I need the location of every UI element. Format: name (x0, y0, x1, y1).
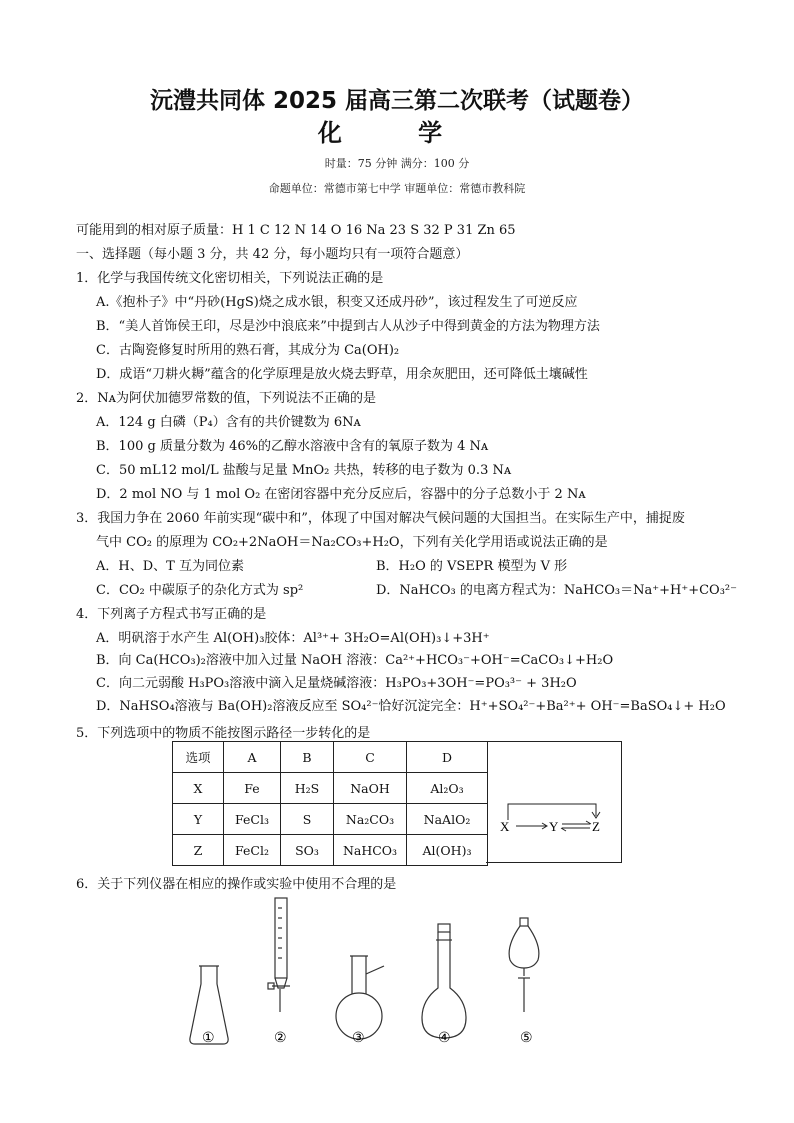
question-1-option-d: D．成语“刀耕火耨”蕴含的化学原理是放火烧去野草，用余灰肥田，还可降低土壤碱性 (96, 367, 588, 382)
question-4-stem: 4．下列离子方程式书写正确的是 (76, 607, 267, 622)
table-cell: Y (173, 804, 224, 835)
table-cell: Al(OH)₃ (407, 835, 488, 866)
table-header-cell: B (281, 742, 334, 773)
question-2-stem: 2．Nᴀ为阿伏加德罗常数的值，下列说法不正确的是 (76, 391, 376, 406)
question-5-stem: 5．下列选项中的物质不能按图示路径一步转化的是 (76, 726, 371, 741)
question-5-table (172, 741, 488, 866)
apparatus-label: ④ (438, 1030, 451, 1046)
table-header-cell: C (334, 742, 407, 773)
table-cell: H₂S (281, 773, 334, 804)
node-x: X (500, 819, 510, 834)
table-cell: NaAlO₂ (407, 804, 488, 835)
question-3-option-d: D．NaHCO₃ 的电离方程式为：NaHCO₃＝Na⁺+H⁺+CO₃²⁻ (376, 583, 737, 598)
table-cell: FeCl₂ (224, 835, 281, 866)
question-3-stem-line1: 3．我国力争在 2060 年前实现“碳中和”，体现了中国对解决气候问题的大国担当。在实际生产中，捕捉废 (76, 511, 685, 526)
section-heading: 一、选择题（每小题 3 分，共 42 分，每小题均只有一项符合题意） (76, 247, 469, 262)
question-4-option-c: C．向二元弱酸 H₃PO₃溶液中滴入足量烧碱溶液：H₃PO₃+3OH⁻=PO₃³⁻ + 3H₂O (96, 676, 577, 691)
table-cell: Al₂O₃ (407, 773, 488, 804)
question-4-option-d: D．NaHSO₄溶液与 Ba(OH)₂溶液反应至 SO₄²⁻恰好沉淀完全：H⁺+SO₄²⁻+Ba²⁺+ OH⁻=BaSO₄↓+ H₂O (96, 699, 726, 714)
table-cell: X (173, 773, 224, 804)
table-header-cell: A (224, 742, 281, 773)
x-to-z-arrow (508, 804, 596, 820)
conversion-arrows-diagram (486, 742, 621, 862)
org-info: 命题单位：常德市第七中学 审题单位：常德市教科院 (268, 182, 526, 195)
node-z: Z (592, 819, 600, 834)
apparatus-label: ③ (352, 1030, 365, 1046)
apparatus-label: ① (202, 1030, 215, 1046)
table-header-cell: D (407, 742, 488, 773)
table-cell: Na₂CO₃ (334, 804, 407, 835)
table-header-row (173, 742, 488, 773)
question-1-option-c: C．古陶瓷修复时所用的熟石膏，其成分为 Ca(OH)₂ (96, 343, 400, 358)
table-cell: S (281, 804, 334, 835)
question-2-option-d: D．2 mol NO 与 1 mol O₂ 在密闭容器中充分反应后，容器中的分子总数小于 2 Nᴀ (96, 487, 586, 502)
question-3-option-c: C．CO₂ 中碳原子的杂化方式为 sp² (96, 583, 304, 598)
table-cell: Z (173, 835, 224, 866)
table-row (173, 804, 488, 835)
table-row (173, 773, 488, 804)
table-cell: FeCl₃ (224, 804, 281, 835)
table-header-cell: 选项 (173, 742, 224, 773)
separatory-funnel-icon (509, 918, 539, 1012)
table-cell: SO₃ (281, 835, 334, 866)
question-3-option-a: A．H、D、T 互为同位素 (96, 559, 244, 574)
exam-title: 沅澧共同体 2025 届高三第二次联考（试题卷） (149, 88, 645, 114)
table-cell: NaOH (334, 773, 407, 804)
apparatus-label: ② (274, 1030, 287, 1046)
conversion-diagram-box (486, 741, 622, 863)
question-2-option-b: B．100 g 质量分数为 46%的乙醇水溶液中含有的氧原子数为 4 Nᴀ (96, 439, 489, 454)
question-4-option-b: B．向 Ca(HCO₃)₂溶液中加入过量 NaOH 溶液：Ca²⁺+HCO₃⁻+OH⁻=CaCO₃↓+H₂O (96, 653, 614, 668)
node-y: Y (549, 819, 559, 834)
table-row (173, 835, 488, 866)
table-cell: Fe (224, 773, 281, 804)
question-2-option-a: A．124 g 白磷（P₄）含有的共价键数为 6Nᴀ (96, 415, 361, 430)
apparatus-label: ⑤ (520, 1030, 533, 1046)
question-1-option-b: B．“美人首饰侯王印，尽是沙中浪底来”中提到古人从沙子中得到黄金的方法为物理方法 (96, 319, 600, 334)
atomic-masses: 可能用到的相对原子质量：H 1 C 12 N 14 O 16 Na 23 S 32 P 31 Zn 65 (76, 223, 516, 238)
question-3-option-b: B．H₂O 的 VSEPR 模型为 V 形 (376, 559, 568, 574)
question-3-stem-line2: 气中 CO₂ 的原理为 CO₂+2NaOH＝Na₂CO₃+H₂O，下列有关化学用语或说法正确的是 (96, 535, 608, 550)
question-2-option-c: C．50 mL12 mol/L 盐酸与足量 MnO₂ 共热，转移的电子数为 0.3 Nᴀ (96, 463, 512, 478)
subject-title: 化 学 (317, 119, 477, 147)
question-6-stem: 6．关于下列仪器在相应的操作或实验中使用不合理的是 (76, 877, 397, 892)
question-1-stem: 1．化学与我国传统文化密切相关，下列说法正确的是 (76, 271, 384, 286)
time-info: 时量：75 分钟 满分：100 分 (324, 157, 470, 170)
question-4-option-a: A．明矾溶于水产生 Al(OH)₃胶体：Al³⁺+ 3H₂O=Al(OH)₃↓+3H⁺ (96, 631, 490, 646)
burette-icon (268, 898, 290, 1012)
table-cell: NaHCO₃ (334, 835, 407, 866)
question-1-option-a: A.《抱朴子》中“丹砂(HgS)烧之成水银，积变又还成丹砂”，该过程发生了可逆反应 (96, 295, 578, 310)
distillation-flask-icon (336, 956, 384, 1039)
volumetric-flask-icon (422, 924, 466, 1038)
lab-apparatus-figure (170, 888, 570, 1058)
